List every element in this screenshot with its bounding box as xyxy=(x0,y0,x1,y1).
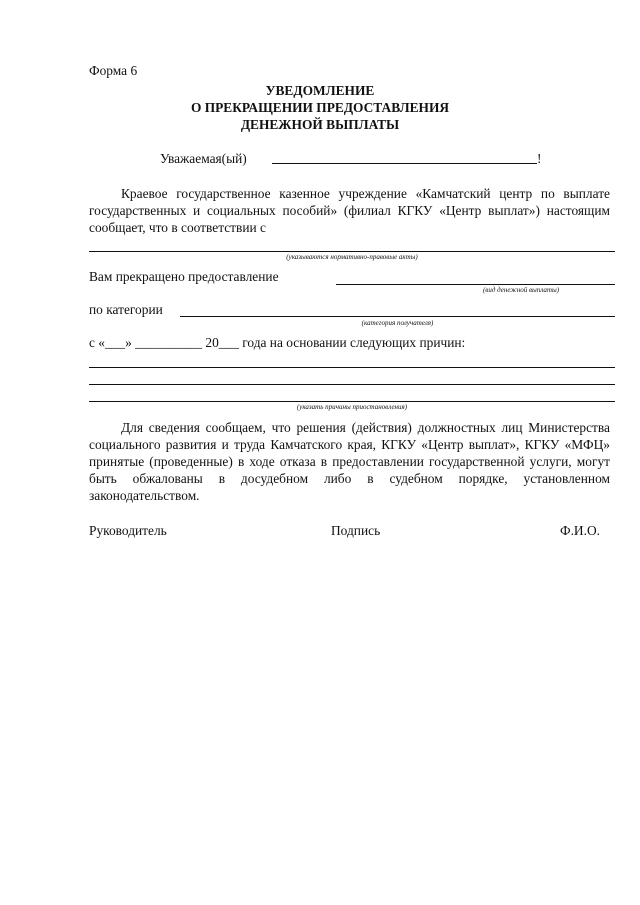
title-line-3: ДЕНЕЖНОЙ ВЫПЛАТЫ xyxy=(240,117,400,132)
recipient-name-field[interactable] xyxy=(272,163,537,164)
stopped-label: Вам прекращено предоставление xyxy=(89,269,279,284)
appeal-paragraph: Для сведения сообщаем, что решения (действия) должностных лиц Министерства социального развития и труда Камчатского края, КГКУ «Центр выплат», КГКУ «МФЦ» принятые (проведенные) в ходе отказа в предоставлении государственной услуги, могут быть обжалованы в досудебном либо в судебном порядке, установленном законодательством. xyxy=(89,420,610,503)
form-number: Форма 6 xyxy=(89,63,138,78)
payment-type-field[interactable] xyxy=(336,284,615,285)
signature-name: Ф.И.О. xyxy=(560,523,600,538)
signature-sign: Подпись xyxy=(331,523,381,538)
reasons-line-1[interactable] xyxy=(89,367,615,368)
category-field[interactable] xyxy=(180,316,615,317)
normative-acts-field[interactable] xyxy=(89,251,615,252)
category-hint: (категория получателя) xyxy=(361,319,434,327)
title-line-1: УВЕДОМЛЕНИЕ xyxy=(265,83,375,98)
title-line-2: О ПРЕКРАЩЕНИИ ПРЕДОСТАВЛЕНИЯ xyxy=(190,100,450,115)
intro-paragraph: Краевое государственное казенное учреждение «Камчатский центр по выплате государственных и социальных пособий» (филиал КГКУ «Центр выплат») настоящим сообщает, что в соответствии с xyxy=(89,186,610,235)
reasons-line-3[interactable] xyxy=(89,401,615,402)
reasons-hint: (указать причины приостановления) xyxy=(296,403,408,411)
salutation-label: Уважаемая(ый) xyxy=(160,151,247,166)
salutation-end: ! xyxy=(537,151,542,166)
signature-head: Руководитель xyxy=(89,523,167,538)
payment-type-hint: (вид денежной выплаты) xyxy=(482,286,560,294)
reasons-line-2[interactable] xyxy=(89,384,615,385)
normative-acts-hint: (указываются нормативно-правовые акты) xyxy=(286,253,418,261)
category-label: по категории xyxy=(89,302,163,317)
date-line[interactable]: с «___» __________ 20___ года на основании следующих причин: xyxy=(89,335,466,350)
